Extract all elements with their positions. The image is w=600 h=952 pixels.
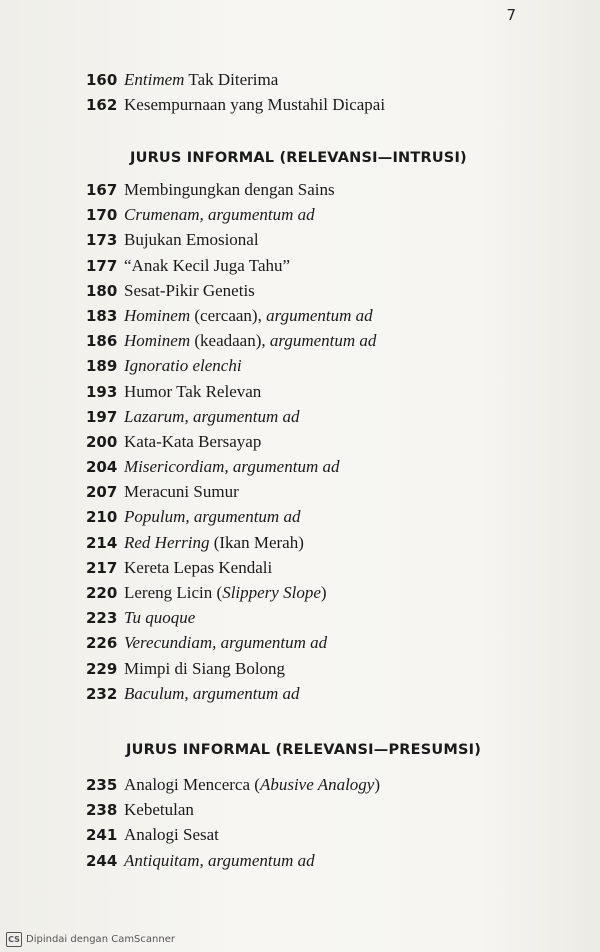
page-ref-number: 214 [86, 533, 118, 552]
list-item [86, 797, 556, 822]
entry-title-segment: Bujukan Emosional [124, 230, 259, 250]
entry-title-segment: Red Herring [124, 532, 210, 552]
entry-title-segment: (Ikan Merah) [209, 532, 304, 552]
entry-title-segment: Lereng Licin ( [124, 583, 223, 602]
entry-title-segment: Kereta Lepas Kendali [124, 557, 273, 577]
list-item [86, 479, 556, 504]
entry-group-presumsi [86, 772, 556, 873]
scanner-footer [6, 932, 175, 947]
section-heading-presumsi: JURUS INFORMAL (RELEVANSI—PRESUMSI) [126, 742, 482, 758]
page-number: 7 [506, 6, 516, 24]
entry-title-segment: Analogi Sesat [124, 825, 219, 845]
entry-title-segment: Crumenam, argumentum ad [124, 205, 315, 225]
page-ref-number: 235 [86, 776, 118, 794]
entry-group-intrusi [86, 177, 556, 706]
page-ref-number: 197 [86, 407, 118, 426]
list-item [86, 353, 556, 378]
entry-title-segment: Hominem [124, 331, 191, 351]
page-ref-number: 200 [86, 432, 118, 451]
entry-title-segment: argumentum ad [266, 305, 373, 325]
entry-group-top [86, 67, 556, 117]
entry-title-segment: ) [374, 775, 381, 794]
entry-title-segment: Abusive Analogy [259, 775, 375, 794]
list-item [86, 92, 556, 117]
entry-title-segment: Lazarum, argumentum ad [124, 406, 300, 426]
entry-title-segment: argumentum ad [269, 331, 377, 351]
entry-title-segment: Hominem [124, 305, 191, 325]
page-ref-number: 173 [86, 231, 118, 250]
list-item [86, 605, 556, 630]
list-item [86, 278, 556, 303]
page-ref-number: 223 [86, 609, 118, 628]
list-item [86, 630, 556, 655]
list-item [86, 681, 556, 706]
list-item [86, 177, 556, 202]
entry-title-segment: Mimpi di Siang Bolong [124, 658, 286, 678]
page-ref-number: 162 [86, 96, 118, 115]
page-ref-number: 183 [86, 306, 118, 325]
entry-title-segment: (cercaan), [190, 305, 267, 325]
entry-title-segment: (keadaan), [190, 331, 270, 351]
entry-title-segment: Meracuni Sumur [124, 482, 239, 502]
entry-title-segment: Kesempurnaan yang Mustahil Dicapai [124, 95, 386, 115]
list-item [86, 253, 556, 278]
entry-title-segment: “Anak Kecil Juga Tahu” [124, 255, 291, 275]
entry-title-segment: Ignoratio elenchi [124, 356, 242, 376]
page-ref-number: 238 [86, 801, 118, 820]
entry-title-segment: Membingungkan dengan Sains [124, 180, 335, 199]
page-ref-number: 186 [86, 332, 118, 351]
list-item [86, 848, 556, 873]
page-ref-number: 204 [86, 458, 118, 477]
list-item [86, 555, 556, 580]
list-item [86, 303, 556, 328]
list-item [86, 822, 556, 847]
entry-title-segment: ) [320, 583, 327, 602]
entry-title-segment: Analogi Mencerca ( [124, 775, 260, 794]
list-item [86, 379, 556, 404]
page-ref-number: 193 [86, 382, 118, 401]
camscanner-logo-icon: CS [6, 932, 22, 947]
page-ref-number: 226 [86, 634, 118, 653]
page-ref-number: 177 [86, 256, 118, 275]
page-ref-number: 241 [86, 826, 118, 845]
page-ref-number: 207 [86, 483, 118, 502]
list-item [86, 530, 556, 555]
list-item [86, 772, 556, 797]
list-item [86, 454, 556, 479]
page-ref-number: 160 [86, 71, 118, 89]
page-ref-number: 229 [86, 659, 118, 678]
entry-title-segment: Verecundiam, argumentum ad [124, 633, 328, 653]
list-item [86, 656, 556, 681]
list-item [86, 429, 556, 454]
page-ref-number: 180 [86, 281, 118, 300]
entry-title-segment: Kebetulan [124, 800, 194, 820]
entry-title-segment: Baculum, argumentum ad [124, 683, 300, 703]
page-ref-number: 167 [86, 181, 118, 199]
list-item [86, 404, 556, 429]
entry-title-segment: Antiquitam, argumentum ad [124, 850, 315, 870]
list-item [86, 580, 556, 605]
scanner-footer-text: Dipindai dengan CamScanner [26, 934, 175, 945]
page-ref-number: 170 [86, 206, 118, 225]
page-ref-number: 210 [86, 508, 118, 527]
list-item [86, 202, 556, 227]
list-item [86, 67, 556, 92]
entry-title-segment: Misericordiam, argumentum ad [124, 457, 340, 477]
entry-title-segment: Populum, argumentum ad [124, 507, 301, 527]
entry-title-segment: Kata-Kata Bersayap [124, 431, 262, 451]
entry-title-segment: Tak Diterima [184, 70, 279, 89]
entry-title-segment: Humor Tak Relevan [124, 381, 262, 401]
entry-title-segment: Tu quoque [124, 608, 196, 628]
page-ref-number: 189 [86, 357, 118, 376]
list-item [86, 504, 556, 529]
page-ref-number: 217 [86, 558, 118, 577]
page-ref-number: 244 [86, 851, 118, 870]
entry-title-segment: Sesat-Pikir Genetis [124, 280, 255, 300]
entry-title-segment: Slippery Slope [222, 583, 321, 602]
page-ref-number: 232 [86, 684, 118, 703]
list-item [86, 328, 556, 353]
entry-title-segment: Entimem [124, 70, 185, 89]
section-heading-intrusi: JURUS INFORMAL (RELEVANSI—INTRUSI) [130, 150, 467, 166]
list-item [86, 227, 556, 252]
page-ref-number: 220 [86, 584, 118, 602]
